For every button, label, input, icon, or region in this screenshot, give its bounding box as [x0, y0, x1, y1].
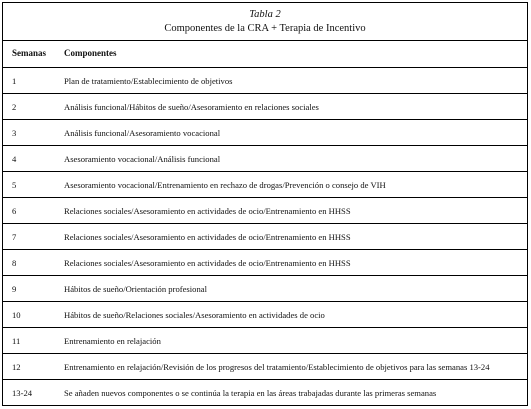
components-cell: Se añaden nuevos componentes o se continúa la terapia en las áreas trabajadas durante las primeras semanas — [64, 388, 437, 398]
table-row — [3, 68, 527, 94]
week-cell: 5 — [12, 180, 17, 190]
week-cell: 6 — [12, 206, 17, 216]
week-cell: 3 — [12, 128, 17, 138]
table-row — [3, 120, 527, 146]
components-cell: Análisis funcional/Asesoramiento vocacional — [64, 128, 221, 138]
week-cell: 1 — [12, 76, 17, 86]
components-cell: Hábitos de sueño/Orientación profesional — [64, 284, 207, 294]
table-row — [3, 302, 527, 328]
table-caption — [3, 8, 527, 36]
week-cell: 8 — [12, 258, 17, 268]
components-cell: Asesoramiento vocacional/Entrenamiento en rechazo de drogas/Prevención o consejo de VIH — [64, 180, 386, 190]
components-cell: Relaciones sociales/Asesoramiento en actividades de ocio/Entrenamiento en HHSS — [64, 232, 351, 242]
table-row — [3, 146, 527, 172]
table-row — [3, 250, 527, 276]
week-cell: 12 — [12, 362, 21, 372]
table-number: Tabla 2 — [249, 9, 281, 20]
table-row — [3, 276, 527, 302]
table-row — [3, 224, 527, 250]
week-cell: 11 — [12, 336, 21, 346]
table-row — [3, 328, 527, 354]
table-row — [3, 354, 527, 380]
week-cell: 7 — [12, 232, 17, 242]
table-row — [3, 172, 527, 198]
table-row — [3, 198, 527, 224]
week-cell: 9 — [12, 284, 17, 294]
table-frame — [2, 2, 528, 406]
table-row — [3, 380, 527, 406]
components-cell: Análisis funcional/Hábitos de sueño/Asesoramiento en relaciones sociales — [64, 102, 319, 112]
components-cell: Plan de tratamiento/Establecimiento de objetivos — [64, 76, 233, 86]
week-cell: 2 — [12, 102, 17, 112]
header-components: Componentes — [64, 48, 117, 58]
components-cell: Hábitos de sueño/Relaciones sociales/Asesoramiento en actividades de ocio — [64, 310, 325, 320]
header-weeks: Semanas — [12, 48, 47, 58]
components-cell: Relaciones sociales/Asesoramiento en actividades de ocio/Entrenamiento en HHSS — [64, 206, 351, 216]
caption-divider — [3, 40, 527, 41]
table-title: Componentes de la CRA + Terapia de Incentivo — [164, 23, 366, 34]
components-cell: Asesoramiento vocacional/Análisis funcional — [64, 154, 221, 164]
week-cell: 13-24 — [12, 388, 33, 398]
components-cell: Entrenamiento en relajación/Revisión de los progresos del tratamiento/Establecimiento de objetivos para las semanas 13-24 — [64, 362, 490, 372]
week-cell: 4 — [12, 154, 17, 164]
table-row — [3, 94, 527, 120]
week-cell: 10 — [12, 310, 21, 320]
components-cell: Relaciones sociales/Asesoramiento en actividades de ocio/Entrenamiento en HHSS — [64, 258, 351, 268]
components-cell: Entrenamiento en relajación — [64, 336, 161, 346]
